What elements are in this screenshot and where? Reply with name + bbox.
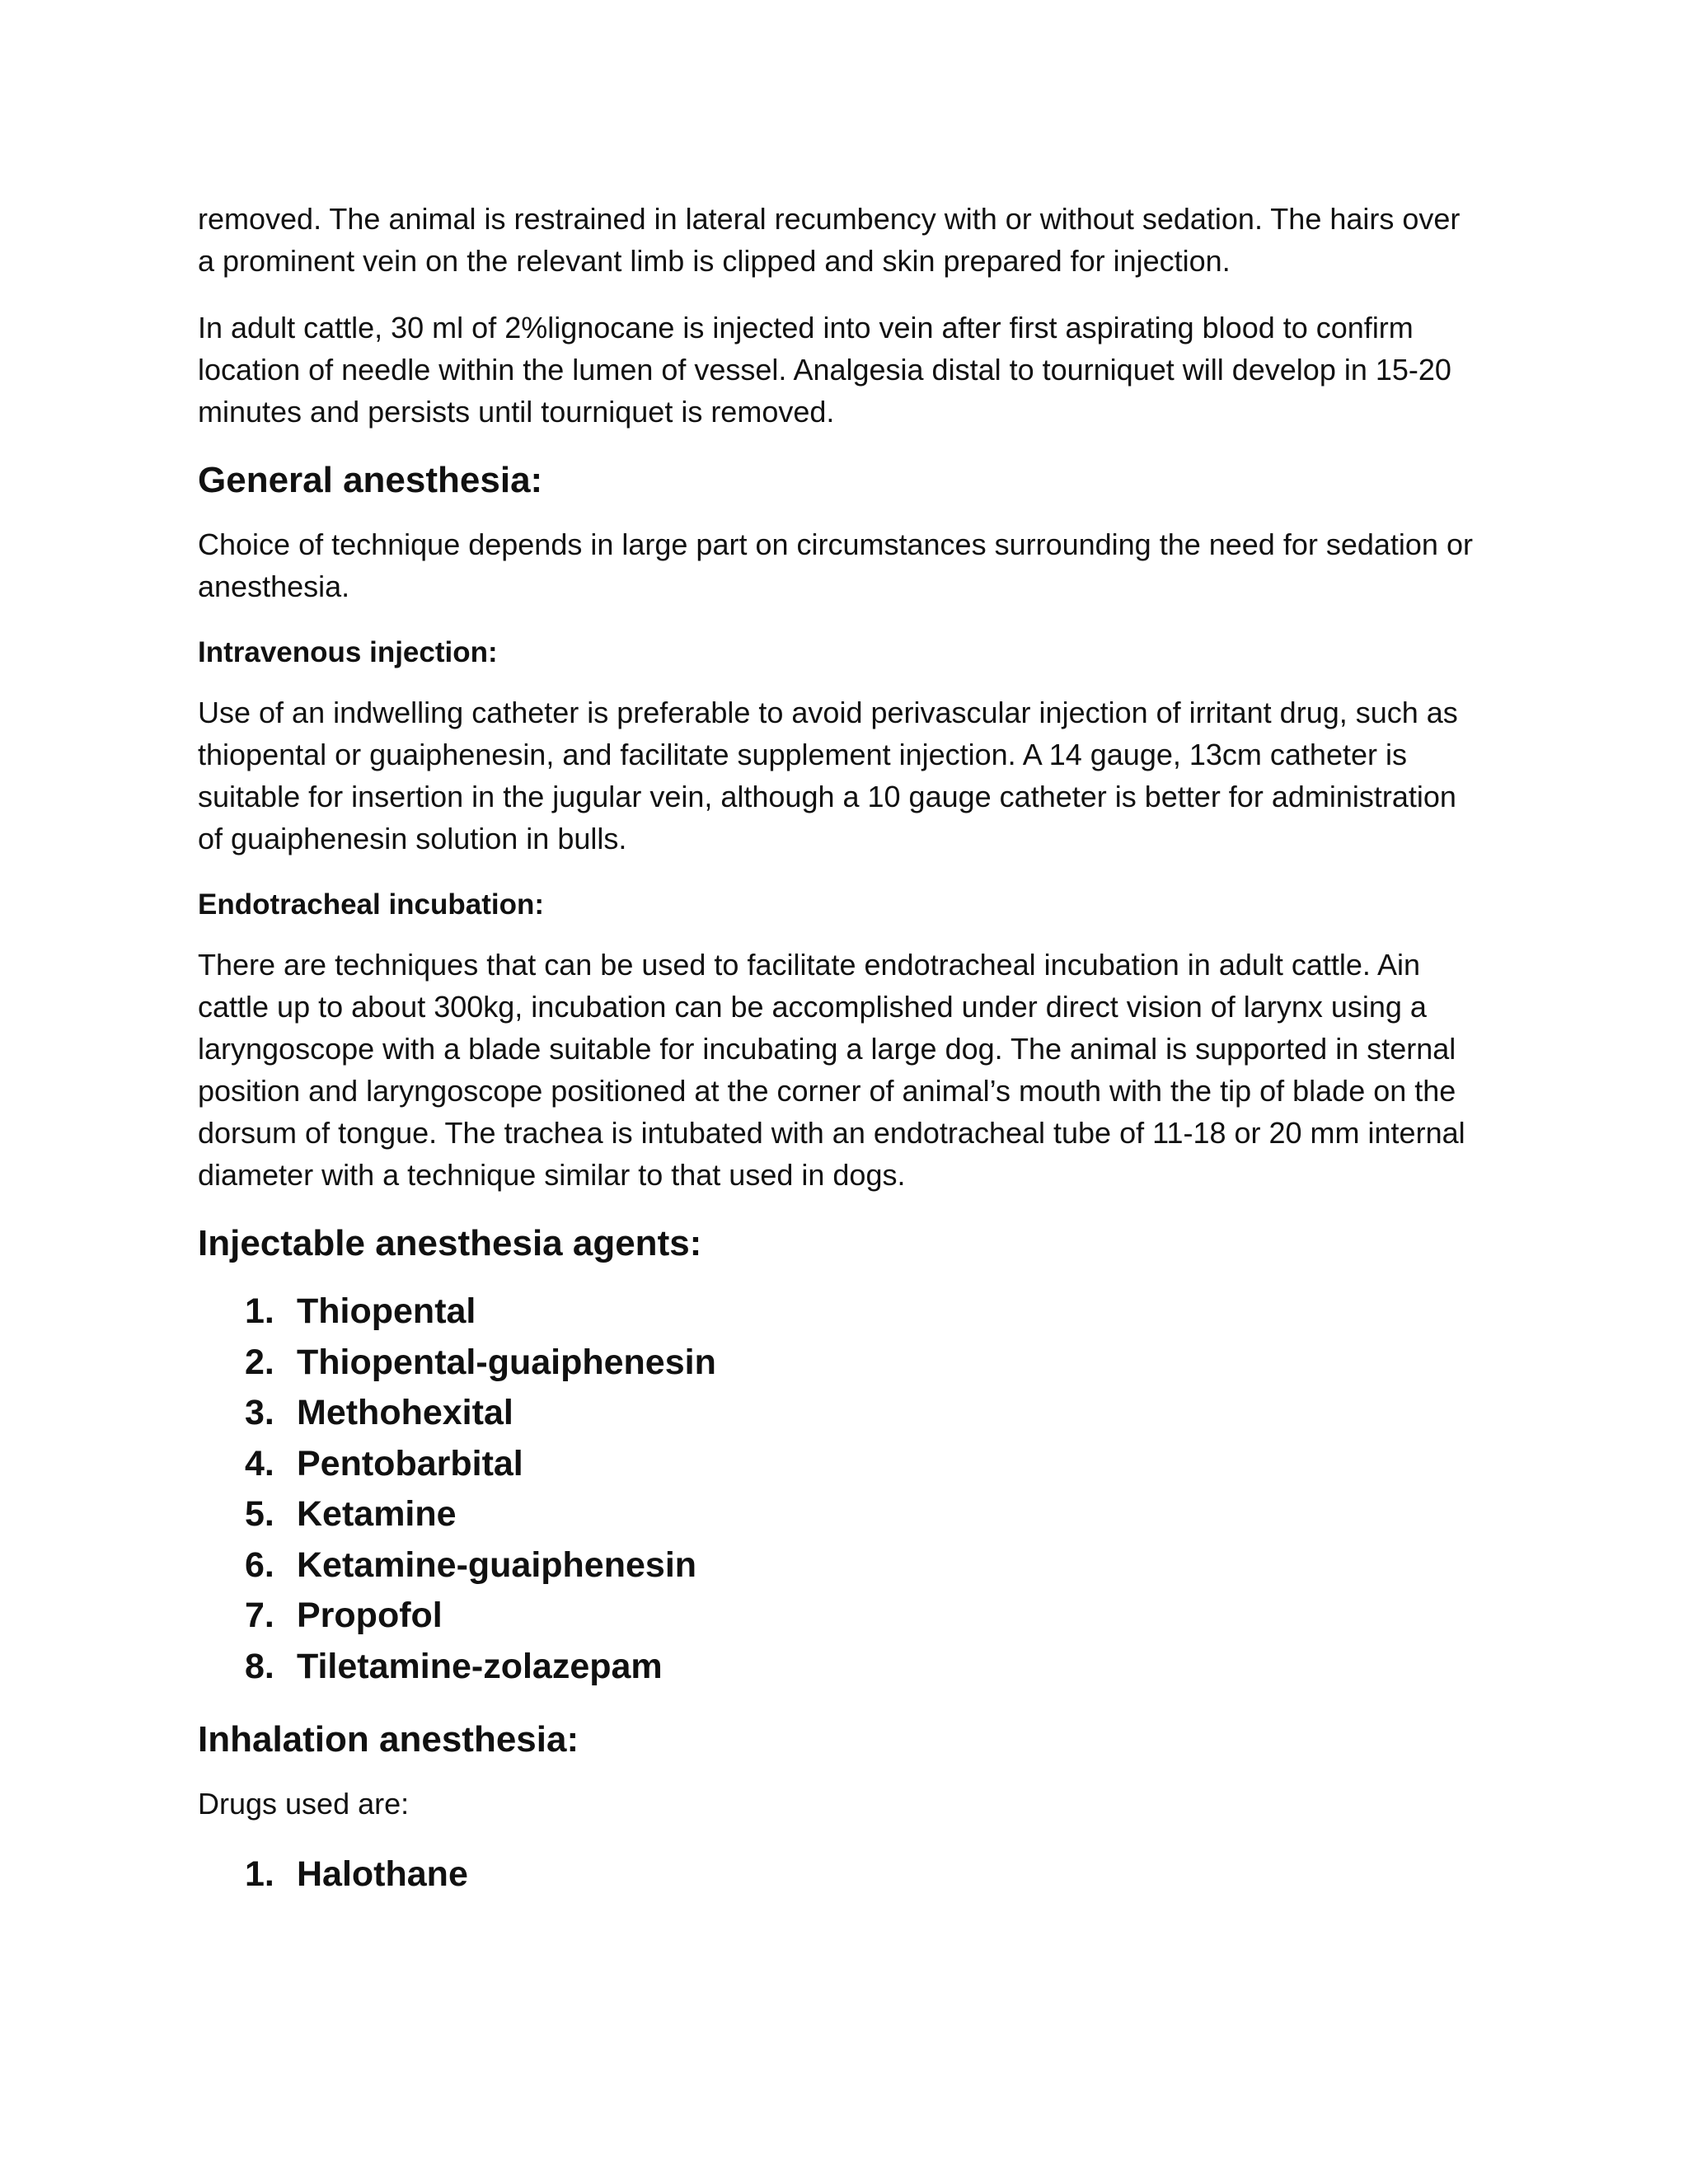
inhalation-drugs-list	[198, 1849, 1484, 1900]
list-item-number: 7.	[245, 1596, 274, 1635]
heading-inhalation-anesthesia: Inhalation anesthesia:	[198, 1719, 579, 1760]
list-item	[198, 1286, 1484, 1338]
list-item	[198, 1338, 1484, 1389]
list-item-label: Methohexital	[297, 1393, 513, 1432]
list-item-label: Propofol	[297, 1596, 443, 1635]
list-item-number: 4.	[245, 1443, 274, 1483]
list-item	[198, 1849, 1484, 1900]
list-item	[198, 1591, 1484, 1642]
list-item-number: 1.	[245, 1854, 274, 1894]
list-item-number: 3.	[245, 1393, 274, 1432]
paragraph-drugs-used: Drugs used are:	[198, 1787, 410, 1821]
paragraph-technique-choice: Choice of technique depends in large part on circumstances surrounding the need for sedation or anesthesia.	[198, 527, 1473, 603]
list-item	[198, 1540, 1484, 1591]
heading-endotracheal-incubation: Endotracheal incubation:	[198, 888, 545, 921]
heading-injectable-agents: Injectable anesthesia agents:	[198, 1223, 702, 1263]
paragraph-laryngoscope: There are techniques that can be used to facilitate endotracheal incubation in adult cattle. Ain cattle up to about 300kg, incubation can be accomplished under direct vision of larynx using a laryngoscope with a blade suitable for incubating a large dog. The animal is supported in sternal position and laryngoscope positioned at the corner of animal’s mouth with the tip of blade on the dorsum of tongue. The trachea is intubated with an endotracheal tube of 11-18 or 20 mm internal diameter with a technique similar to that used in dogs.	[198, 948, 1465, 1192]
list-item-number: 1.	[245, 1291, 274, 1331]
list-item	[198, 1439, 1484, 1490]
list-item-number: 8.	[245, 1646, 274, 1686]
list-item-label: Halothane	[297, 1854, 468, 1894]
document-page	[198, 198, 1484, 1925]
list-item-label: Pentobarbital	[297, 1443, 523, 1483]
list-item-label: Thiopental	[297, 1291, 476, 1331]
paragraph-restraint: removed. The animal is restrained in lateral recumbency with or without sedation. The hairs over a prominent vein on the relevant limb is clipped and skin prepared for injection.	[198, 202, 1461, 278]
list-item-label: Ketamine-guaiphenesin	[297, 1544, 697, 1585]
heading-general-anesthesia: General anesthesia:	[198, 460, 543, 500]
paragraph-catheter: Use of an indwelling catheter is preferable to avoid perivascular injection of irritant drug, such as thiopental or guaiphenesin, and facilitate supplement injection. A 14 gauge, 13cm catheter is suitable for insertion in the jugular vein, although a 10 gauge catheter is better for administration of guaiphenesin solution in bulls.	[198, 696, 1458, 855]
list-item	[198, 1642, 1484, 1693]
list-item-number: 2.	[245, 1342, 274, 1382]
list-item-label: Tiletamine-zolazepam	[297, 1646, 663, 1686]
list-item-label: Ketamine	[297, 1494, 457, 1534]
heading-intravenous-injection: Intravenous injection:	[198, 636, 498, 668]
injectable-agents-list	[198, 1286, 1484, 1692]
list-item	[198, 1489, 1484, 1540]
paragraph-lignocane: In adult cattle, 30 ml of 2%lignocane is injected into vein after first aspirating blood to confirm location of needle within the lumen of vessel. Analgesia distal to tourniquet will develop in 15-20 minutes and persists until tourniquet is removed.	[198, 311, 1451, 429]
list-item-number: 6.	[245, 1544, 274, 1585]
list-item	[198, 1388, 1484, 1439]
list-item-number: 5.	[245, 1494, 274, 1534]
list-item-label: Thiopental-guaiphenesin	[297, 1342, 716, 1382]
